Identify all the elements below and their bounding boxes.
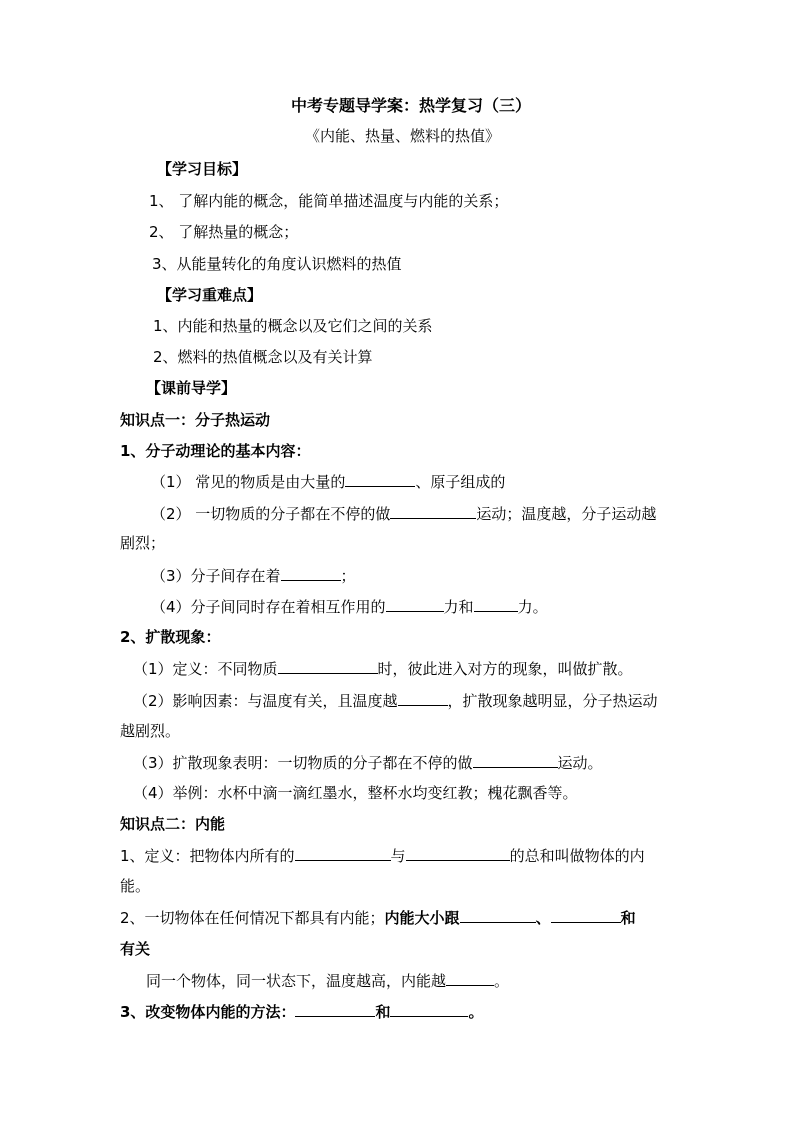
fill-blank[interactable] <box>398 690 448 706</box>
k2-heading: 知识点二：内能 <box>120 815 226 833</box>
goal-item-1: 1、 了解内能的概念，能简单描述温度与内能的关系； <box>149 192 509 210</box>
k1-s1-heading: 1、分子动理论的基本内容： <box>120 442 311 460</box>
doc-title: 中考专题导学案：热学复习（三） <box>291 96 532 115</box>
fill-blank[interactable] <box>278 658 378 674</box>
fill-blank[interactable] <box>295 1001 375 1017</box>
fill-blank[interactable] <box>281 565 341 581</box>
fill-blank[interactable] <box>460 907 536 923</box>
fill-blank[interactable] <box>473 752 558 768</box>
k1-s1-item-3: （3）分子间存在着 ； <box>151 567 356 585</box>
k1-s2-item-4: （4）举例：水杯中滴一滴红墨水，整杯水均变红教；槐花飘香等。 <box>133 784 578 802</box>
fill-blank[interactable] <box>390 1001 468 1017</box>
k2-item-3: 3、改变物体内能的方法： 和 。 <box>120 1003 484 1021</box>
k1-s1-item-1: （1） 常见的物质是由大量的 、原子组成的 <box>151 473 506 491</box>
k1-s1-item-4: （4）分子间同时存在着相互作用的 力和 力。 <box>151 598 548 616</box>
k1-s2-item-3: （3）扩散现象表明：一切物质的分子都在不停的做 运动。 <box>133 754 603 772</box>
keypoint-item-1: 1、内能和热量的概念以及它们之间的关系 <box>153 317 433 335</box>
fill-blank[interactable] <box>551 907 621 923</box>
fill-blank[interactable] <box>446 970 494 986</box>
k1-s2-item-2-cont: 越剧烈。 <box>120 722 181 740</box>
fill-blank[interactable] <box>295 845 391 861</box>
keypoint-item-2: 2、燃料的热值概念以及有关计算 <box>153 348 373 366</box>
fill-blank[interactable] <box>406 845 510 861</box>
k1-s1-item-2: （2） 一切物质的分子都在不停的做 运动；温度越，分子运动越 <box>151 505 657 523</box>
k2-item-1: 1、定义：把物体内所有的 与 的总和叫做物体的内 <box>120 847 645 865</box>
k1-s1-item-2-cont: 剧烈； <box>120 534 166 552</box>
k1-s2-item-1: （1）定义：不同物质 时，彼此进入对方的现象，叫做扩散。 <box>133 660 633 678</box>
k2-item-2: 2、一切物体在任何情况下都具有内能；内能大小跟 、 和 <box>120 909 636 927</box>
goal-item-2: 2、 了解热量的概念； <box>149 223 299 241</box>
k2-item-2-cont: 有关 <box>120 940 151 958</box>
k1-heading: 知识点一：分子热运动 <box>120 411 271 429</box>
fill-blank[interactable] <box>474 596 518 612</box>
fill-blank[interactable] <box>386 596 444 612</box>
goals-heading: 【学习目标】 <box>157 160 248 178</box>
k1-s2-heading: 2、扩散现象： <box>120 628 221 646</box>
goal-item-3: 3、从能量转化的角度认识燃料的热值 <box>152 255 402 273</box>
k1-s2-item-2: （2）影响因素：与温度有关，且温度越 ，扩散现象越明显，分子热运动 <box>133 692 658 710</box>
fill-blank[interactable] <box>345 471 415 487</box>
doc-subtitle: 《内能、热量、燃料的热值》 <box>305 127 501 145</box>
fill-blank[interactable] <box>390 503 476 519</box>
preview-heading: 【课前导学】 <box>146 379 237 397</box>
k2-item-2-note: 同一个物体，同一状态下，温度越高，内能越 。 <box>146 972 510 990</box>
keypoints-heading: 【学习重难点】 <box>157 286 263 304</box>
k2-item-1-cont: 能。 <box>120 877 151 895</box>
